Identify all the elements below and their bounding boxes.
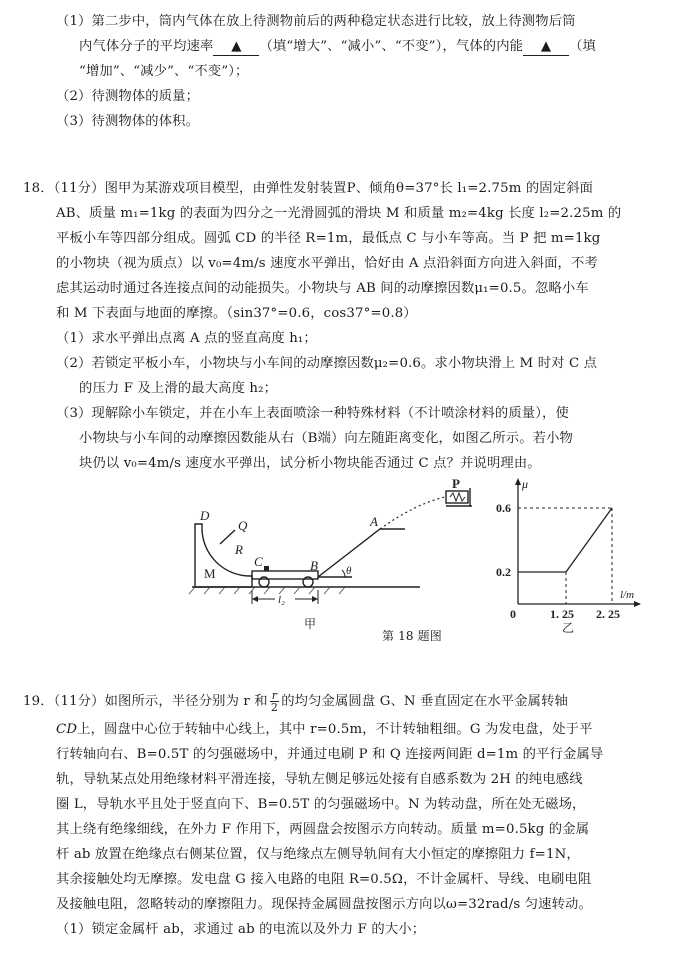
label-P: P — [452, 476, 460, 491]
caption-yi: 乙 — [562, 621, 575, 634]
q18-line-3: 平板小车等四部分组成。圆弧 CD 的半径 R=1m，最低点 C 与小车等高。当 P 把 m=1kg — [56, 231, 601, 246]
q18-line-4: 的小物块（视为质点）以 v₀=4m/s 速度水平弹出，恰好由 A 点沿斜面方向进入斜面，不考 — [56, 256, 598, 271]
q17-part1-line1: （1）第二步中，筒内气体在放上待测物前后的两种稳定状态进行比较，放上待测物后筒 — [56, 14, 576, 29]
q18-line-2: AB、质量 m₁=1kg 的表面为四分之一光滑圆弧的滑块 M 和质量 m₂=4kg 长度 l₂=2.25m 的 — [56, 206, 622, 221]
figure-title-18: 第 18 题图 — [382, 629, 442, 643]
q19-line-8: 其余接触处均无摩擦。发电盘 G 接入电路的电阻 R=0.5Ω，不计金属杆、导线、电刷电阻 — [56, 872, 592, 887]
y-axis-label: μ — [522, 477, 529, 491]
label-l2: l₂ — [278, 594, 285, 606]
figure-jia-track-diagram — [180, 474, 480, 634]
q19-sub-1: （1）锁定金属杆 ab，求通过 ab 的电流以及外力 F 的大小； — [56, 922, 426, 937]
q17-part2: （2）待测物体的质量； — [56, 89, 200, 104]
q18-sub-3: （3）现解除小车锁定，并在小车上表面喷涂一种特殊材料（不计喷涂材料的质量），使 — [56, 406, 569, 421]
x-tick-0: 0 — [510, 607, 516, 621]
label-M: M — [204, 566, 216, 581]
q19-line-3: 行转轴向右、B=0.5T 的匀强磁场中，并通过电刷 P 和 Q 连接两间距 d=1m 的平行金属导 — [56, 747, 604, 762]
q19-line-2: CD上，圆盘中心位于转轴中心线上，其中 r=0.5m，不计转轴粗细。G 为发电盘，处于平 — [56, 722, 593, 737]
q19-line-9: 及接触电阻，忽略转动的摩擦阻力。现保持金属圆盘按图示方向以ω=32rad/s 匀速转动。 — [56, 897, 592, 912]
label-C: C — [254, 554, 263, 569]
y-tick-0-6: 0.6 — [496, 501, 511, 515]
figure-yi-friction-graph — [492, 474, 642, 634]
q19-line-4: 轨，导轨某点处用绝缘材料平滑连接，导轨左侧足够远处接有自感系数为 2H 的纯电感线 — [56, 772, 583, 787]
q17-part1-line3: “增加”、“减少”、“不变”）； — [79, 64, 249, 79]
label-D: D — [200, 508, 210, 523]
caption-jia: 甲 — [304, 617, 317, 631]
answer-blank-1: ▲ — [213, 39, 259, 56]
label-R: R — [235, 542, 243, 557]
q17-part3: （3）待测物体的体积。 — [56, 114, 200, 129]
q18-sub-3-cont-1: 小物块与小车间的动摩擦因数能从右（B端）向左随距离变化，如图乙所示。若小物 — [79, 431, 574, 446]
label-B: B — [310, 558, 318, 573]
q17-part1-line2: 内气体分子的平均速率 ▲ （填“增大”、“减小”、“不变”），气体的内能 ▲ （填 — [79, 39, 597, 54]
q18-sub-2: （2）若锁定平板小车，小物块与小车间的动摩擦因数μ₂=0.6。求小物块滑上 M 时对 C 点 — [56, 356, 598, 371]
q19-line-6: 其上绕有绝缘细线，在外力 F 作用下，两圆盘会按图示方向转动。质量 m=0.5kg 的金属 — [56, 822, 590, 837]
q18-sub-1: （1）求水平弹出点离 A 点的竖直高度 h₁； — [56, 331, 317, 346]
q18-line-5: 虑其运动时通过各连接点间的动能损失。小物块与 AB 间的动摩擦因数μ₁=0.5。忽略小车 — [56, 281, 589, 296]
label-A: A — [370, 514, 378, 529]
label-theta: θ — [346, 565, 352, 577]
x-axis-label: l/m — [620, 589, 635, 601]
y-tick-0-2: 0.2 — [496, 565, 511, 579]
answer-blank-2: ▲ — [523, 39, 569, 56]
x-tick-1-25: 1. 25 — [550, 607, 574, 621]
q18-sub-2-cont: 的压力 F 及上滑的最大高度 h₂； — [79, 381, 278, 396]
q19-line-5: 圈 L，导轨水平且处于竖直向下、B=0.5T 的匀强磁场中。N 为转动盘，所在处无磁场， — [56, 797, 586, 812]
q18-sub-3-cont-2: 块仍以 v₀=4m/s 速度水平弹出，试分析小物块能否通过 C 点？并说明理由。 — [79, 456, 541, 471]
q19-line-1: 19．（11分）如图所示，半径分别为 r 和 $\frac{r}{2}$ 的均匀金属圆盘 G、N 垂直固定在水平金属转轴 — [23, 689, 568, 714]
q19-line-7: 杆 ab 放置在绝缘点右侧某位置，仅与绝缘点左侧导轨间有大小恒定的摩擦阻力 f=1N， — [56, 847, 580, 862]
q18-line-1: 18．（11分）图甲为某游戏项目模型，由弹性发射装置P、倾角θ=37°长 l₁=2.75m 的固定斜面 — [23, 181, 594, 196]
fraction-r-over-2: $\frac{r}{2}$ — [270, 689, 279, 714]
x-tick-2-25: 2. 25 — [596, 607, 620, 621]
label-Q: Q — [238, 518, 248, 533]
q18-line-6: 和 M 下表面与地面的摩擦。（sin37°=0.6，cos37°=0.8） — [56, 306, 417, 321]
